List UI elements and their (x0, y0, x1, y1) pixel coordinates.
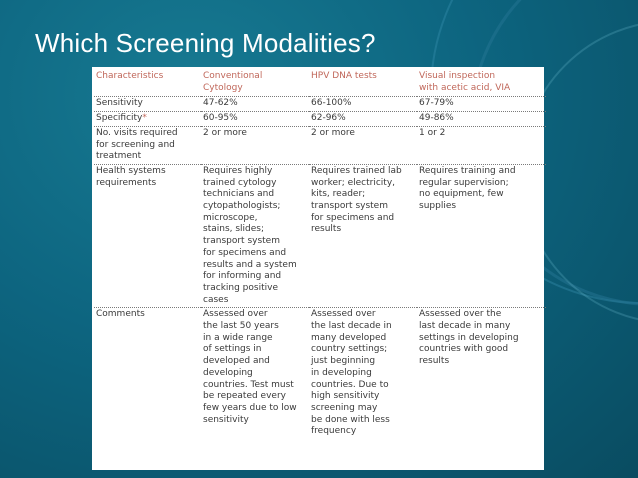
cytology-cell: Assessed over the last 50 years in a wide range of settings in developed and developing countries. Test must be repeated every few years due to low sensitivity (203, 309, 297, 425)
hpv-cell: 62-96% (311, 113, 346, 124)
cytology-cell: 2 or more (203, 127, 247, 138)
cytology-cell: 60-95% (203, 113, 238, 124)
hpv-cell: Assessed over the last decade in many developed country settings; just beginning in developing countries. Due to high sensitivity screening may be done with less frequency (311, 309, 392, 437)
table-row (94, 126, 546, 164)
cytology-cell: Requires highly trained cytology technicians and cytopathologists; microscope, stains, slides; transport system for specimens and results and a system for informing and tracking positive cases (203, 165, 297, 305)
comparison-table-panel (92, 67, 544, 470)
row-label: Health systems requirements (96, 165, 166, 188)
via-cell: Assessed over the last decade in many settings in developing countries with good results (419, 309, 519, 367)
table-header-row (94, 70, 546, 97)
slide-title: Which Screening Modalities? (35, 28, 376, 58)
hpv-cell: Requires trained lab worker; electricity, kits, reader; transport system for specimens and results (311, 165, 402, 235)
header-characteristics: Characteristics (96, 71, 164, 81)
screening-comparison-table (94, 70, 546, 439)
via-cell: Requires training and regular supervision; no equipment, few supplies (419, 165, 516, 212)
hpv-cell: 2 or more (311, 127, 355, 138)
footnote-marker: * (142, 113, 147, 124)
table-row (94, 164, 546, 307)
header-visual-inspection: Visual inspection with acetic acid, VIA (419, 71, 511, 93)
row-label: Sensitivity (96, 98, 143, 109)
row-label: Comments (96, 309, 145, 320)
via-cell: 49-86% (419, 113, 454, 124)
table-row (94, 308, 546, 439)
row-label (94, 112, 201, 127)
table-row (94, 97, 546, 112)
row-label: No. visits required for screening and treatment (96, 127, 178, 162)
cytology-cell: 47-62% (203, 98, 238, 109)
row-label-text: Specificity (96, 113, 143, 124)
hpv-cell: 66-100% (311, 98, 352, 109)
table-row (94, 112, 546, 127)
via-cell: 67-79% (419, 98, 454, 109)
header-conventional-cytology: Conventional Cytology (203, 71, 263, 93)
via-cell: 1 or 2 (419, 127, 446, 138)
header-hpv-dna-tests: HPV DNA tests (311, 71, 377, 81)
